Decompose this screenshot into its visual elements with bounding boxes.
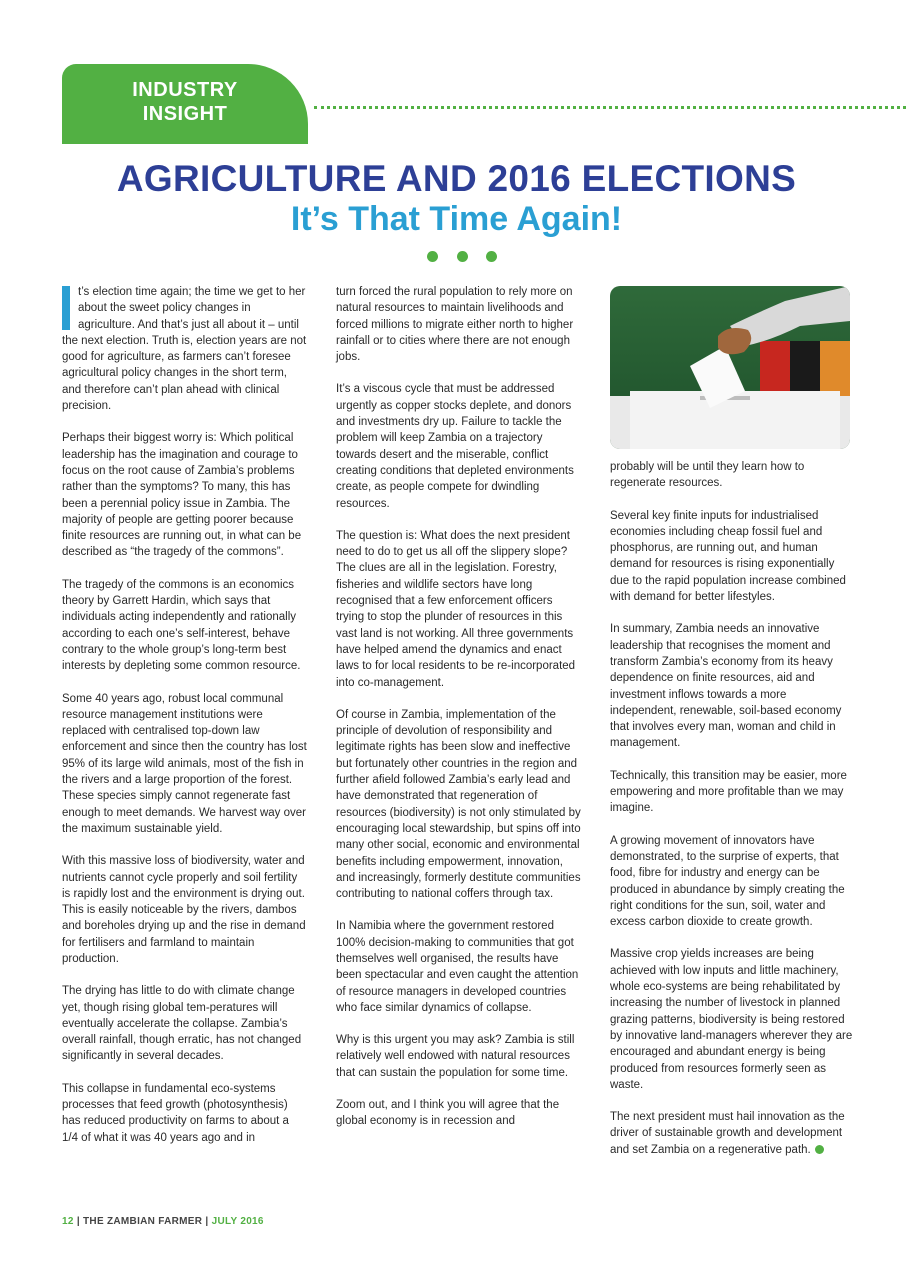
page-footer: 12 | THE ZAMBIAN FARMER | JULY 2016: [62, 1216, 264, 1227]
ballot-box-photo: [610, 286, 850, 449]
paragraph: Perhaps their biggest worry is: Which political leadership has the imagination and courage to focus on the root cause of Zambia’s problems rather than the symptoms? To many, this has been a perennial policy issue in Zambia. The majority of people are getting poorer because finite resources are running out, in what can be described as “the tragedy of the commons”.: [62, 432, 302, 559]
publication-name: THE ZAMBIAN FARMER: [83, 1216, 203, 1227]
paragraph: Why is this urgent you may ask? Zambia is still relatively well endowed with natural resources that can sustain the population for some time.: [336, 1034, 575, 1079]
page-number: 12: [62, 1216, 74, 1227]
section-tag-line2: INSIGHT: [142, 103, 228, 125]
paragraph: In Namibia where the government restored 100% decision-making to communities that got themselves well organised, the results have been spectacular and even caught the attention of resource managers in developed countries who face similar dynamics of collapse.: [336, 920, 579, 1014]
article-column-2: [336, 284, 582, 1146]
paragraph: probably will be until they learn how to regenerate resources.: [610, 461, 805, 490]
paragraph: [610, 1109, 855, 1158]
paragraph: t’s election time again; the time we get to her about the sweet policy changes in agriculture. And that’s just all about it – until the next election. Truth is, election years are not good for agriculture, as farmers can’t foresee agricultural policy changes in the short term, and therefore can’t plan ahead with clinical precision.: [62, 286, 307, 413]
section-tag: [62, 64, 308, 144]
paragraph: Some 40 years ago, robust local communal resource management institutions were replaced with centralised top-down law enforcement and since then the country has lost 95% of its large wild animals, most of the fish in the rivers and a large proportion of the forest. These species simply cannot regenerate fast enough to meet demands. We harvest way over the maximum sustainable yield.: [62, 692, 307, 835]
article-column-3: [610, 459, 855, 1174]
paragraph: The question is: What does the next president need to do to get us all off the slippery slope? The clues are all in the legislation. Forestry, fisheries and wildlife sectors have long recognised that a few enforcement officers trying to stop the plunder of resources in this vast land is not working. All three governments have helped amend the dynamics and enact laws to for local residents to be re-incorporated into co-management.: [336, 529, 576, 689]
separator-dots: [427, 251, 497, 263]
paragraph: This collapse in fundamental eco-systems processes that feed growth (photosynthesis) has reduced productivity on farms to about a 1/4 of what it was 40 years ago and in: [62, 1082, 289, 1144]
paragraph: Of course in Zambia, implementation of the principle of devolution of responsibility and legitimate rights has been slow and ineffective but fortunately other countries in the region and further afield followed Zambia’s early lead and have demonstrated that regeneration of resources (biodiversity) is not only stimulated by encouraging local stewardship, but spins off into many other social, economic and environmental benefits including empowerment, innovation, and increasingly, formerly destitute communities contributing to national coffers through tax.: [336, 708, 581, 901]
paragraph: Zoom out, and I think you will agree that the global economy is in recession and: [336, 1099, 560, 1128]
paragraph: With this massive loss of biodiversity, water and nutrients cannot cycle properly and soil fertility is rapidly lost and the environment is drying out. This is easily noticeable by the rivers, dambos and boreholes drying up and the rise in demand for fertilisers and farmland to maintain production.: [62, 855, 306, 965]
paragraph: It’s a viscous cycle that must be addressed urgently as copper stocks deplete, and donors and investments dry up. Failure to tackle the problem will keep Zambia on a trajectory towards desert and the miserable, conflict creating conditions that depleted environments create, as people compete for dwindling resources.: [336, 383, 574, 510]
paragraph: turn forced the rural population to rely more on natural resources to maintain livelihoods and forced millions to migrate either north to higher rainfall or to cities where there are not enough jobs.: [336, 286, 574, 364]
paragraph: Technically, this transition may be easier, more empowering and more profitable than we may imagine.: [610, 769, 847, 815]
headline-subtitle: It’s That Time Again!: [290, 200, 623, 238]
end-mark-icon: [815, 1145, 824, 1154]
paragraph: A growing movement of innovators have demonstrated, to the surprise of experts, that food, fibre for industry and energy can be produced in abundance by simply creating the right conditions for the sun, soil, water and excess carbon dioxide to create growth.: [610, 834, 845, 929]
drop-cap-bar: [62, 286, 70, 330]
headline-title: AGRICULTURE AND 2016 ELECTIONS: [116, 158, 797, 199]
paragraph: In summary, Zambia needs an innovative leadership that recognises the moment and transform Zambia’s economy from its heavy dependence on finite resources, aid and investment inflows towards a more independent, renewable, soil-based economy that involves every man, woman and child in management.: [610, 623, 842, 750]
issue-date: JULY 2016: [211, 1216, 264, 1227]
section-tag-line1: INDUSTRY: [132, 79, 238, 101]
paragraph: Several key finite inputs for industrialised economies including cheap fossil fuel and phosphorus, are running out, and human demand for resources is rising exponentially due to the rapid population increase combined with demand for better lifestyles.: [610, 509, 846, 604]
paragraph: The drying has little to do with climate change yet, though rising global tem-peratures will eventually accelerate the collapse. Zambia’s overall rainfall, though erratic, has not changed significantly in several decades.: [62, 985, 302, 1063]
paragraph: Massive crop yields increases are being achieved with low inputs and little machinery, whole eco-systems are being rehabilitated by increasing the number of livestock in planned grazing patterns, biodiversity is being restored by innovative land-managers wherever they are encouraged and abundant energy is being produced from resources formerly seen as waste.: [610, 948, 853, 1091]
article-column-1: [62, 284, 308, 1162]
paragraph: The tragedy of the commons is an economics theory by Garrett Hardin, which says that individuals acting independently and rationally according to each one’s self-interest, behave contrary to the whole group’s long-term best interests by depleting some common resource.: [62, 578, 301, 673]
dotted-divider: [314, 106, 906, 109]
closing-text: The next president must hail innovation as the driver of sustainable growth and development and set Zambia on a regenerative path.: [610, 1111, 845, 1156]
